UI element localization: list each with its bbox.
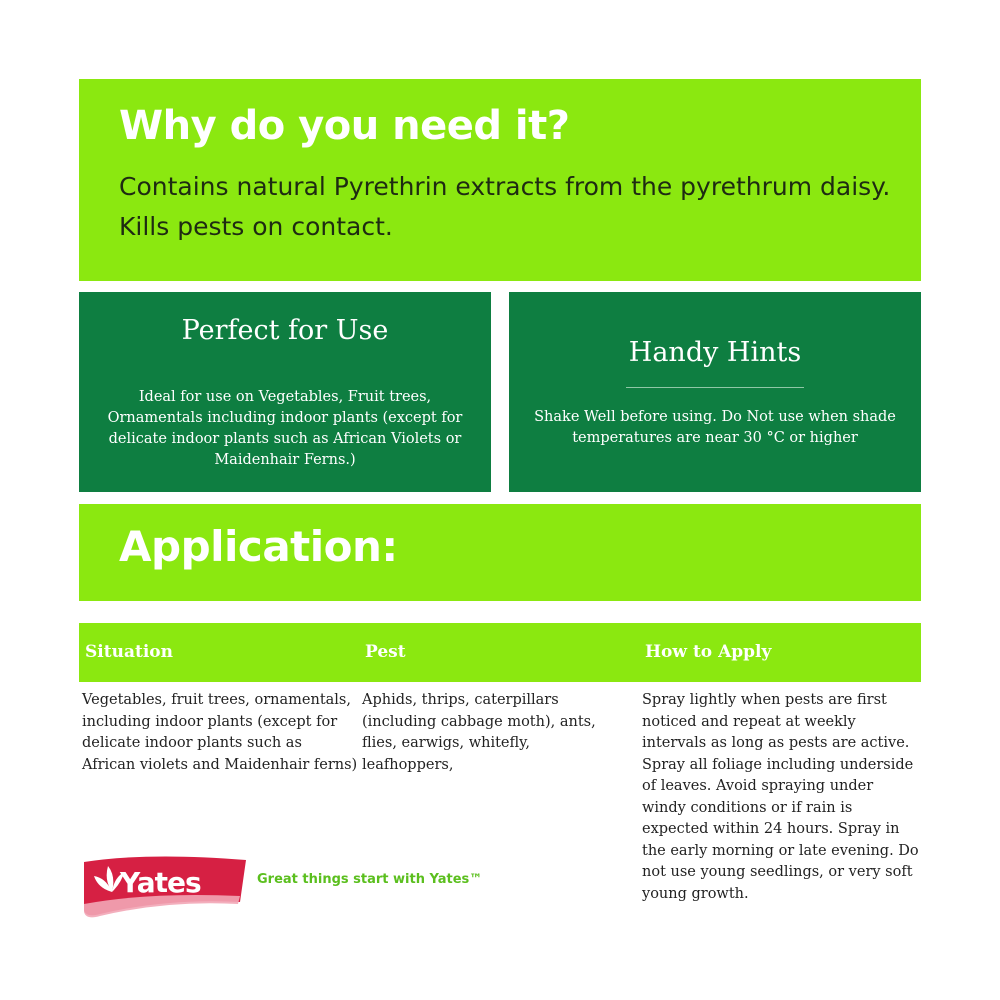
- perfect-for-use-title: Perfect for Use: [181, 315, 389, 346]
- handy-hints-panel: [509, 292, 921, 492]
- column-header-situation: Situation: [85, 642, 173, 662]
- table-cell-how-to-apply: Spray lightly when pests are first noticed and repeat at weekly intervals as long as pests are active. Spray all foliage including underside of leaves. Avoid spraying under windy conditions or if rain is expected within 24 hours. Spray in the early morning or late evening. Do not use young seedlings, or very soft young growth.: [642, 692, 919, 902]
- why-description: Contains natural Pyrethrin extracts from the pyrethrum daisy. Kills pests on contact.: [119, 172, 891, 241]
- handy-hints-divider: [626, 387, 804, 388]
- table-cell-pest: Aphids, thrips, caterpillars (including cabbage moth), ants, flies, earwigs, whitefly, leafhoppers,: [362, 692, 596, 773]
- logo-text: Yates: [120, 866, 201, 899]
- why-title: Why do you need it?: [119, 103, 570, 149]
- column-header-pest: Pest: [365, 642, 406, 662]
- why-section: [79, 79, 921, 281]
- application-section: [79, 504, 921, 601]
- table-cell-situation: Vegetables, fruit trees, ornamentals, including indoor plants (except for delicate indoor plants such as African violets and Maidenhair ferns): [82, 692, 358, 773]
- column-header-how-to-apply: How to Apply: [645, 642, 772, 662]
- brand-tagline: Great things start with Yates™: [257, 872, 483, 887]
- handy-hints-text: Shake Well before using. Do Not use when shade temperatures are near 30 °C or higher: [534, 409, 896, 446]
- handy-hints-title: Handy Hints: [628, 337, 802, 368]
- application-table-header: [79, 623, 921, 682]
- perfect-for-use-panel: [79, 292, 491, 492]
- application-title: Application:: [119, 522, 398, 571]
- yates-logo: [78, 852, 248, 920]
- perfect-for-use-text: Ideal for use on Vegetables, Fruit trees, Ornamentals including indoor plants (except for delicate indoor plants such as African Violets or Maidenhair Ferns.): [107, 389, 463, 468]
